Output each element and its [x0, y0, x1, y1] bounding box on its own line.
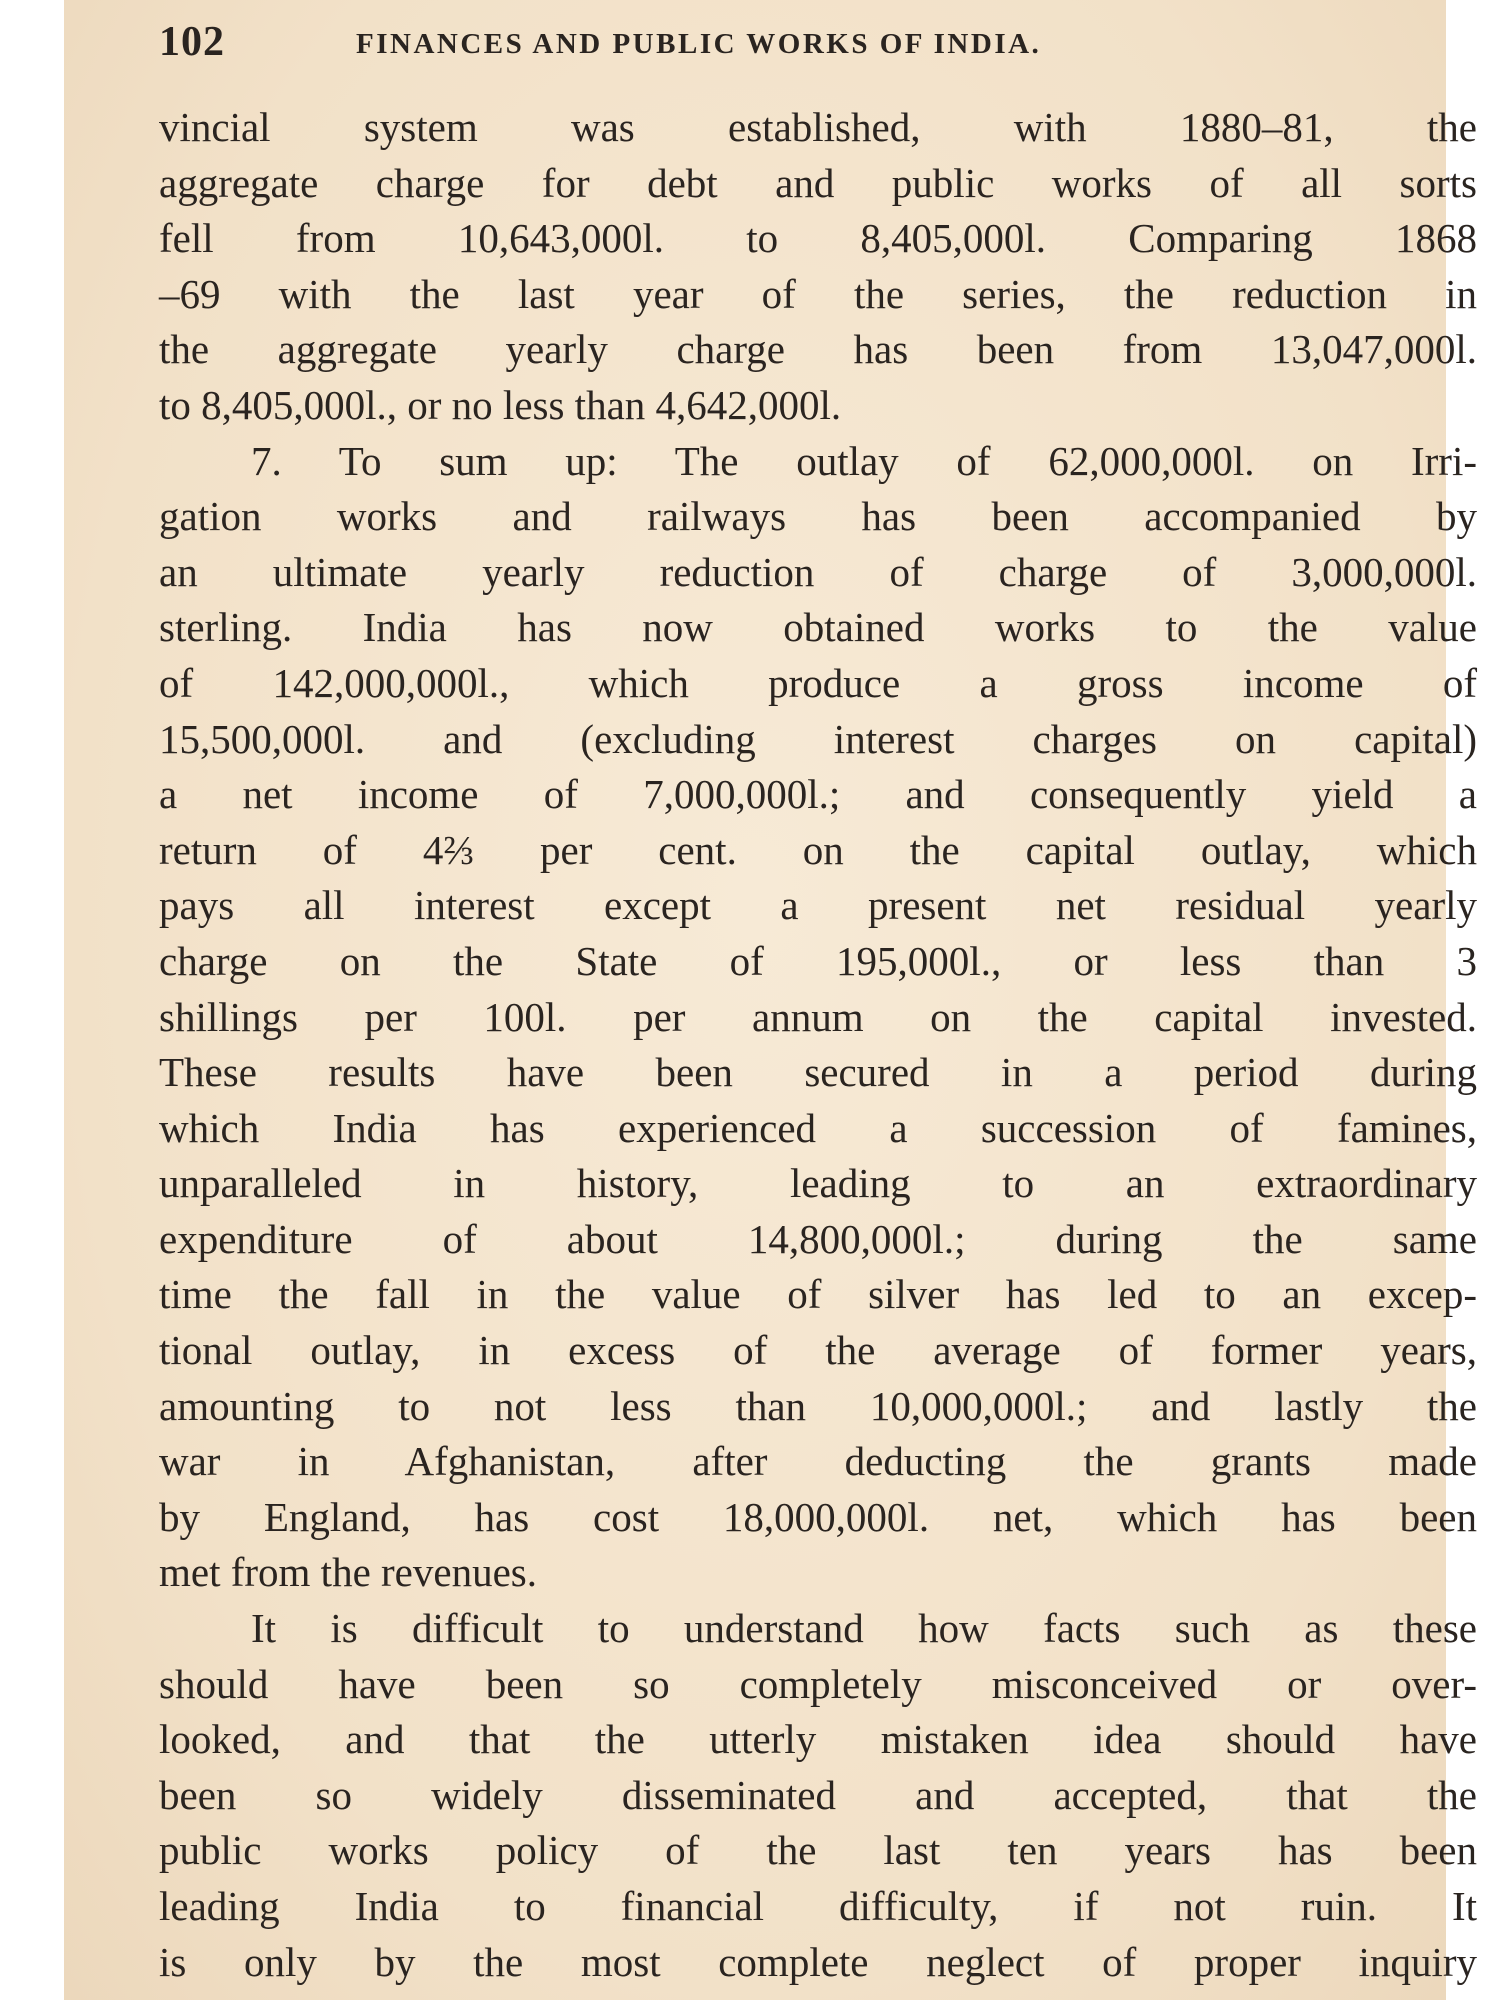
header-title: FINANCES AND PUBLIC WORKS OF INDIA.: [356, 28, 1042, 60]
page-number: 102: [159, 19, 225, 65]
text-line: These results have been secured in a period during: [159, 1049, 1477, 1096]
paragraph-summary: [159, 434, 1477, 1601]
text-line: amounting to not less than 10,000,000l.; and lastly the: [159, 1382, 1477, 1429]
text-line: by England, has cost 18,000,000l. net, which has been: [159, 1493, 1477, 1540]
text-line: looked, and that the utterly mistaken idea should have: [159, 1716, 1477, 1763]
text-line: leading India to financial difficulty, if not ruin. It: [159, 1883, 1477, 1929]
text-line: tional outlay, in excess of the average of former years,: [159, 1327, 1477, 1374]
paragraph-continuation: [159, 100, 1477, 434]
text-line: the aggregate yearly charge has been from 13,047,000l.: [159, 326, 1477, 373]
text-line: of 142,000,000l., which produce a gross income of: [159, 659, 1477, 706]
running-head: [159, 18, 1259, 68]
text-line: to 8,405,000l., or no less than 4,642,000l.: [159, 381, 842, 428]
text-line: which India has experienced a succession of famines,: [159, 1104, 1477, 1151]
text-line: sterling. India has now obtained works to the value: [159, 604, 1477, 651]
text-line: an ultimate yearly reduction of charge of 3,000,000l.: [159, 548, 1477, 595]
text-line: expenditure of about 14,800,000l.; during the same: [159, 1215, 1477, 1262]
text-line: return of 4⅔ per cent. on the capital outlay, which: [159, 826, 1477, 873]
text-line: It is difficult to understand how facts such as these: [251, 1605, 1477, 1652]
book-page: [64, 0, 1477, 2000]
body-text: [159, 100, 1477, 1990]
text-line: met from the revenues.: [159, 1549, 537, 1596]
text-line: war in Afghanistan, after deducting the grants made: [159, 1438, 1477, 1485]
text-line: time the fall in the value of silver has led to an excep-: [159, 1271, 1477, 1318]
text-line: 7. To sum up: The outlay of 62,000,000l. on Irri-: [251, 437, 1477, 484]
text-line: is only by the most complete neglect of proper inquiry: [159, 1938, 1477, 1985]
text-line: aggregate charge for debt and public works of all sorts: [159, 159, 1477, 206]
text-line: a net income of 7,000,000l.; and consequently yield a: [159, 771, 1477, 818]
text-line: shillings per 100l. per annum on the capital invested.: [159, 993, 1477, 1040]
text-line: –69 with the last year of the series, the reduction in: [159, 270, 1477, 317]
text-line: been so widely disseminated and accepted, that the: [159, 1771, 1477, 1818]
text-line: charge on the State of 195,000l., or less than 3: [159, 937, 1477, 984]
text-line: pays all interest except a present net residual yearly: [159, 882, 1477, 929]
text-line: should have been so completely misconceived or over-: [159, 1660, 1477, 1707]
paragraph-conclusion: [159, 1601, 1477, 1990]
text-line: fell from 10,643,000l. to 8,405,000l. Comparing 1868: [159, 215, 1477, 262]
text-line: 15,500,000l. and (excluding interest charges on capital): [159, 715, 1477, 762]
text-line: public works policy of the last ten years has been: [159, 1827, 1477, 1874]
text-line: gation works and railways has been accompanied by: [159, 493, 1477, 540]
text-line: unparalleled in history, leading to an extraordinary: [159, 1160, 1477, 1207]
text-line: vincial system was established, with 1880–81, the: [159, 104, 1477, 150]
